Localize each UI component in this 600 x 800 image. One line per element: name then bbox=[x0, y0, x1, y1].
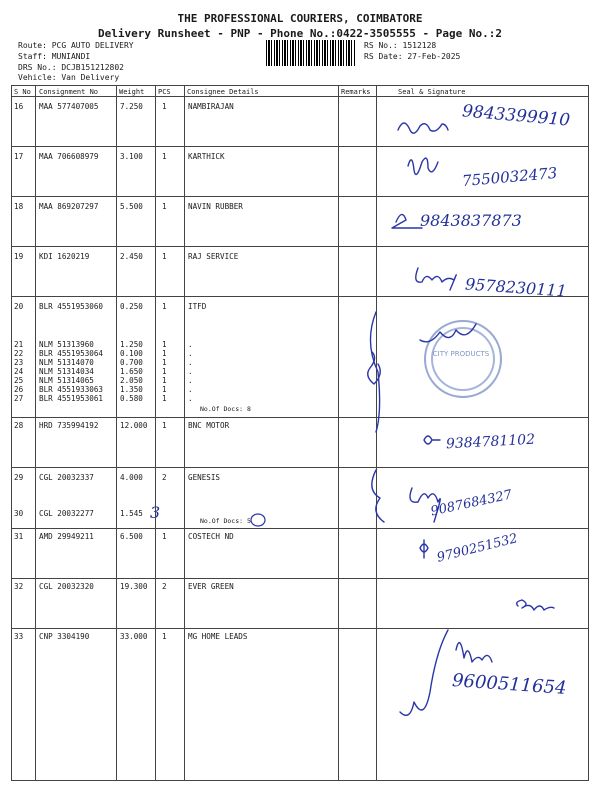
runsheet-subtitle: Delivery Runsheet - PNP - Phone No.:0422-3505555 - Page No.:2 bbox=[98, 27, 502, 40]
col-header-consignee: Consignee Details bbox=[187, 88, 259, 96]
weight: 2.450 bbox=[120, 252, 143, 261]
sno: 26 bbox=[14, 385, 24, 394]
drs-label: DRS No.: DCJB151212802 bbox=[18, 63, 124, 72]
consignee: . bbox=[188, 340, 193, 349]
row-divider bbox=[11, 628, 589, 629]
rs-date: RS Date: 27-Feb-2025 bbox=[364, 52, 461, 61]
col-header-weight: Weight bbox=[119, 88, 145, 96]
col-header-remarks: Remarks bbox=[341, 88, 371, 96]
pcs: 2 bbox=[162, 582, 167, 591]
sno: 23 bbox=[14, 358, 24, 367]
pcs: 1 bbox=[162, 532, 167, 541]
weight: 7.250 bbox=[120, 102, 143, 111]
sno: 24 bbox=[14, 367, 24, 376]
pcs: 1 bbox=[162, 421, 167, 430]
weight: 0.250 bbox=[120, 302, 143, 311]
consignment-no: NLM 51314034 bbox=[39, 367, 94, 376]
row-divider bbox=[11, 246, 589, 247]
pcs: 1 bbox=[162, 394, 167, 403]
col-header-sno: S No bbox=[14, 88, 31, 96]
sno: 30 bbox=[14, 509, 24, 518]
col-divider bbox=[184, 85, 185, 781]
pcs: 1 bbox=[162, 632, 167, 641]
sno: 29 bbox=[14, 473, 24, 482]
consignee: . bbox=[188, 394, 193, 403]
col-divider bbox=[116, 85, 117, 781]
row-divider bbox=[11, 528, 589, 529]
staff-label: Staff: MUNIANDI bbox=[18, 52, 91, 61]
consignment-no: BLR 4551953064 bbox=[39, 349, 104, 358]
no-of-docs: No.Of Docs: 8 bbox=[200, 405, 251, 413]
consignee: KARTHICK bbox=[188, 152, 225, 161]
pcs: 1 bbox=[162, 302, 167, 311]
pcs: 1 bbox=[162, 252, 167, 261]
barcode bbox=[266, 40, 356, 66]
sno: 22 bbox=[14, 349, 24, 358]
row-divider bbox=[11, 196, 589, 197]
col-divider bbox=[338, 85, 339, 781]
pcs: 1 bbox=[162, 340, 167, 349]
weight: 19.300 bbox=[120, 582, 148, 591]
consignment-no: NLM 51313960 bbox=[39, 340, 94, 349]
consignee: . bbox=[188, 367, 193, 376]
seal-text: CITY PRODUCTS bbox=[432, 350, 490, 358]
col-header-signature: Seal & Signature bbox=[398, 88, 466, 96]
consignment-no: NLM 51314065 bbox=[39, 376, 94, 385]
weight: 0.100 bbox=[120, 349, 143, 358]
weight: 0.700 bbox=[120, 358, 143, 367]
weight: 4.000 bbox=[120, 473, 143, 482]
rs-number: RS No.: 1512128 bbox=[364, 41, 437, 50]
sno: 18 bbox=[14, 202, 24, 211]
sno: 20 bbox=[14, 302, 24, 311]
col-header-consignment: Consignment No bbox=[39, 88, 99, 96]
weight: 1.350 bbox=[120, 385, 143, 394]
sno: 21 bbox=[14, 340, 24, 349]
weight: 5.500 bbox=[120, 202, 143, 211]
sno: 25 bbox=[14, 376, 24, 385]
weight: 1.250 bbox=[120, 340, 143, 349]
consignment-no: MAA 706608979 bbox=[39, 152, 99, 161]
signature-phone-33: 9600511654 bbox=[451, 670, 568, 699]
consignee: . bbox=[188, 349, 193, 358]
weight: 0.580 bbox=[120, 394, 143, 403]
consignment-no: CNP 3304190 bbox=[39, 632, 90, 641]
route-label: Route: PCG AUTO DELIVERY bbox=[18, 41, 134, 50]
pcs: 1 bbox=[162, 349, 167, 358]
sno: 32 bbox=[14, 582, 24, 591]
col-divider bbox=[155, 85, 156, 781]
consignment-no: HRD 735994192 bbox=[39, 421, 99, 430]
consignment-no: BLR 4551953061 bbox=[39, 394, 104, 403]
consignment-no: CGL 20032320 bbox=[39, 582, 94, 591]
pcs: 2 bbox=[162, 473, 167, 482]
consignee: . bbox=[188, 385, 193, 394]
signature-phone-30: 9087684327 bbox=[429, 487, 514, 520]
consignment-no: BLR 4551933063 bbox=[39, 385, 104, 394]
sno: 19 bbox=[14, 252, 24, 261]
weight: 33.000 bbox=[120, 632, 148, 641]
company-seal-stamp bbox=[424, 320, 502, 398]
sno: 17 bbox=[14, 152, 24, 161]
col-header-pcs: PCS bbox=[158, 88, 171, 96]
consignee: . bbox=[188, 376, 193, 385]
pcs: 1 bbox=[162, 376, 167, 385]
pcs: 1 bbox=[162, 385, 167, 394]
weight: 12.000 bbox=[120, 421, 148, 430]
consignee: MG HOME LEADS bbox=[188, 632, 248, 641]
signature-phone-18: 9843837873 bbox=[420, 211, 522, 230]
sno: 31 bbox=[14, 532, 24, 541]
sno: 28 bbox=[14, 421, 24, 430]
sno: 16 bbox=[14, 102, 24, 111]
consignment-no: MAA 577407005 bbox=[39, 102, 99, 111]
vehicle-label: Vehicle: Van Delivery bbox=[18, 73, 120, 82]
company-title: THE PROFESSIONAL COURIERS, COIMBATORE bbox=[177, 12, 423, 25]
signature-phone-17: 7550032473 bbox=[461, 163, 559, 191]
consignment-no: NLM 51314070 bbox=[39, 358, 94, 367]
signature-phone-19: 9578230111 bbox=[464, 274, 568, 301]
consignee: COSTECH ND bbox=[188, 532, 234, 541]
consignee: BNC MOTOR bbox=[188, 421, 230, 430]
signature-phone-31: 9790251532 bbox=[435, 531, 520, 566]
row-divider bbox=[11, 417, 589, 418]
sno: 33 bbox=[14, 632, 24, 641]
consignment-no: AMD 29949211 bbox=[39, 532, 94, 541]
consignee: RAJ SERVICE bbox=[188, 252, 239, 261]
consignee: . bbox=[188, 358, 193, 367]
weight: 3.100 bbox=[120, 152, 143, 161]
consignee: GENESIS bbox=[188, 473, 221, 482]
consignment-no: KDI 1620219 bbox=[39, 252, 90, 261]
sno: 27 bbox=[14, 394, 24, 403]
pcs: 1 bbox=[162, 102, 167, 111]
pcs: 1 bbox=[162, 367, 167, 376]
col-divider bbox=[376, 85, 377, 781]
consignment-no: BLR 4551953060 bbox=[39, 302, 104, 311]
row-divider bbox=[11, 146, 589, 147]
weight: 2.050 bbox=[120, 376, 143, 385]
consignment-no: CGL 20032277 bbox=[39, 509, 94, 518]
consignee: EVER GREEN bbox=[188, 582, 234, 591]
row-divider bbox=[11, 467, 589, 468]
weight: 1.650 bbox=[120, 367, 143, 376]
signature-phone-16: 9843399910 bbox=[461, 101, 571, 131]
pcs: 1 bbox=[162, 152, 167, 161]
weight: 1.545 bbox=[120, 509, 143, 518]
consignment-no: CGL 20032337 bbox=[39, 473, 94, 482]
signature-phone-28: 9384781102 bbox=[445, 431, 536, 453]
col-divider bbox=[35, 85, 36, 781]
consignee: NAVIN RUBBER bbox=[188, 202, 243, 211]
no-of-docs: No.Of Docs: 5 bbox=[200, 517, 251, 525]
consignment-no: MAA 869207297 bbox=[39, 202, 99, 211]
consignee: ITFD bbox=[188, 302, 207, 311]
weight: 6.500 bbox=[120, 532, 143, 541]
pcs: 1 bbox=[162, 358, 167, 367]
consignee: NAMBIRAJAN bbox=[188, 102, 234, 111]
pcs-handwritten: 3 bbox=[150, 503, 161, 522]
row-divider bbox=[11, 96, 589, 97]
pcs: 1 bbox=[162, 202, 167, 211]
row-divider bbox=[11, 578, 589, 579]
